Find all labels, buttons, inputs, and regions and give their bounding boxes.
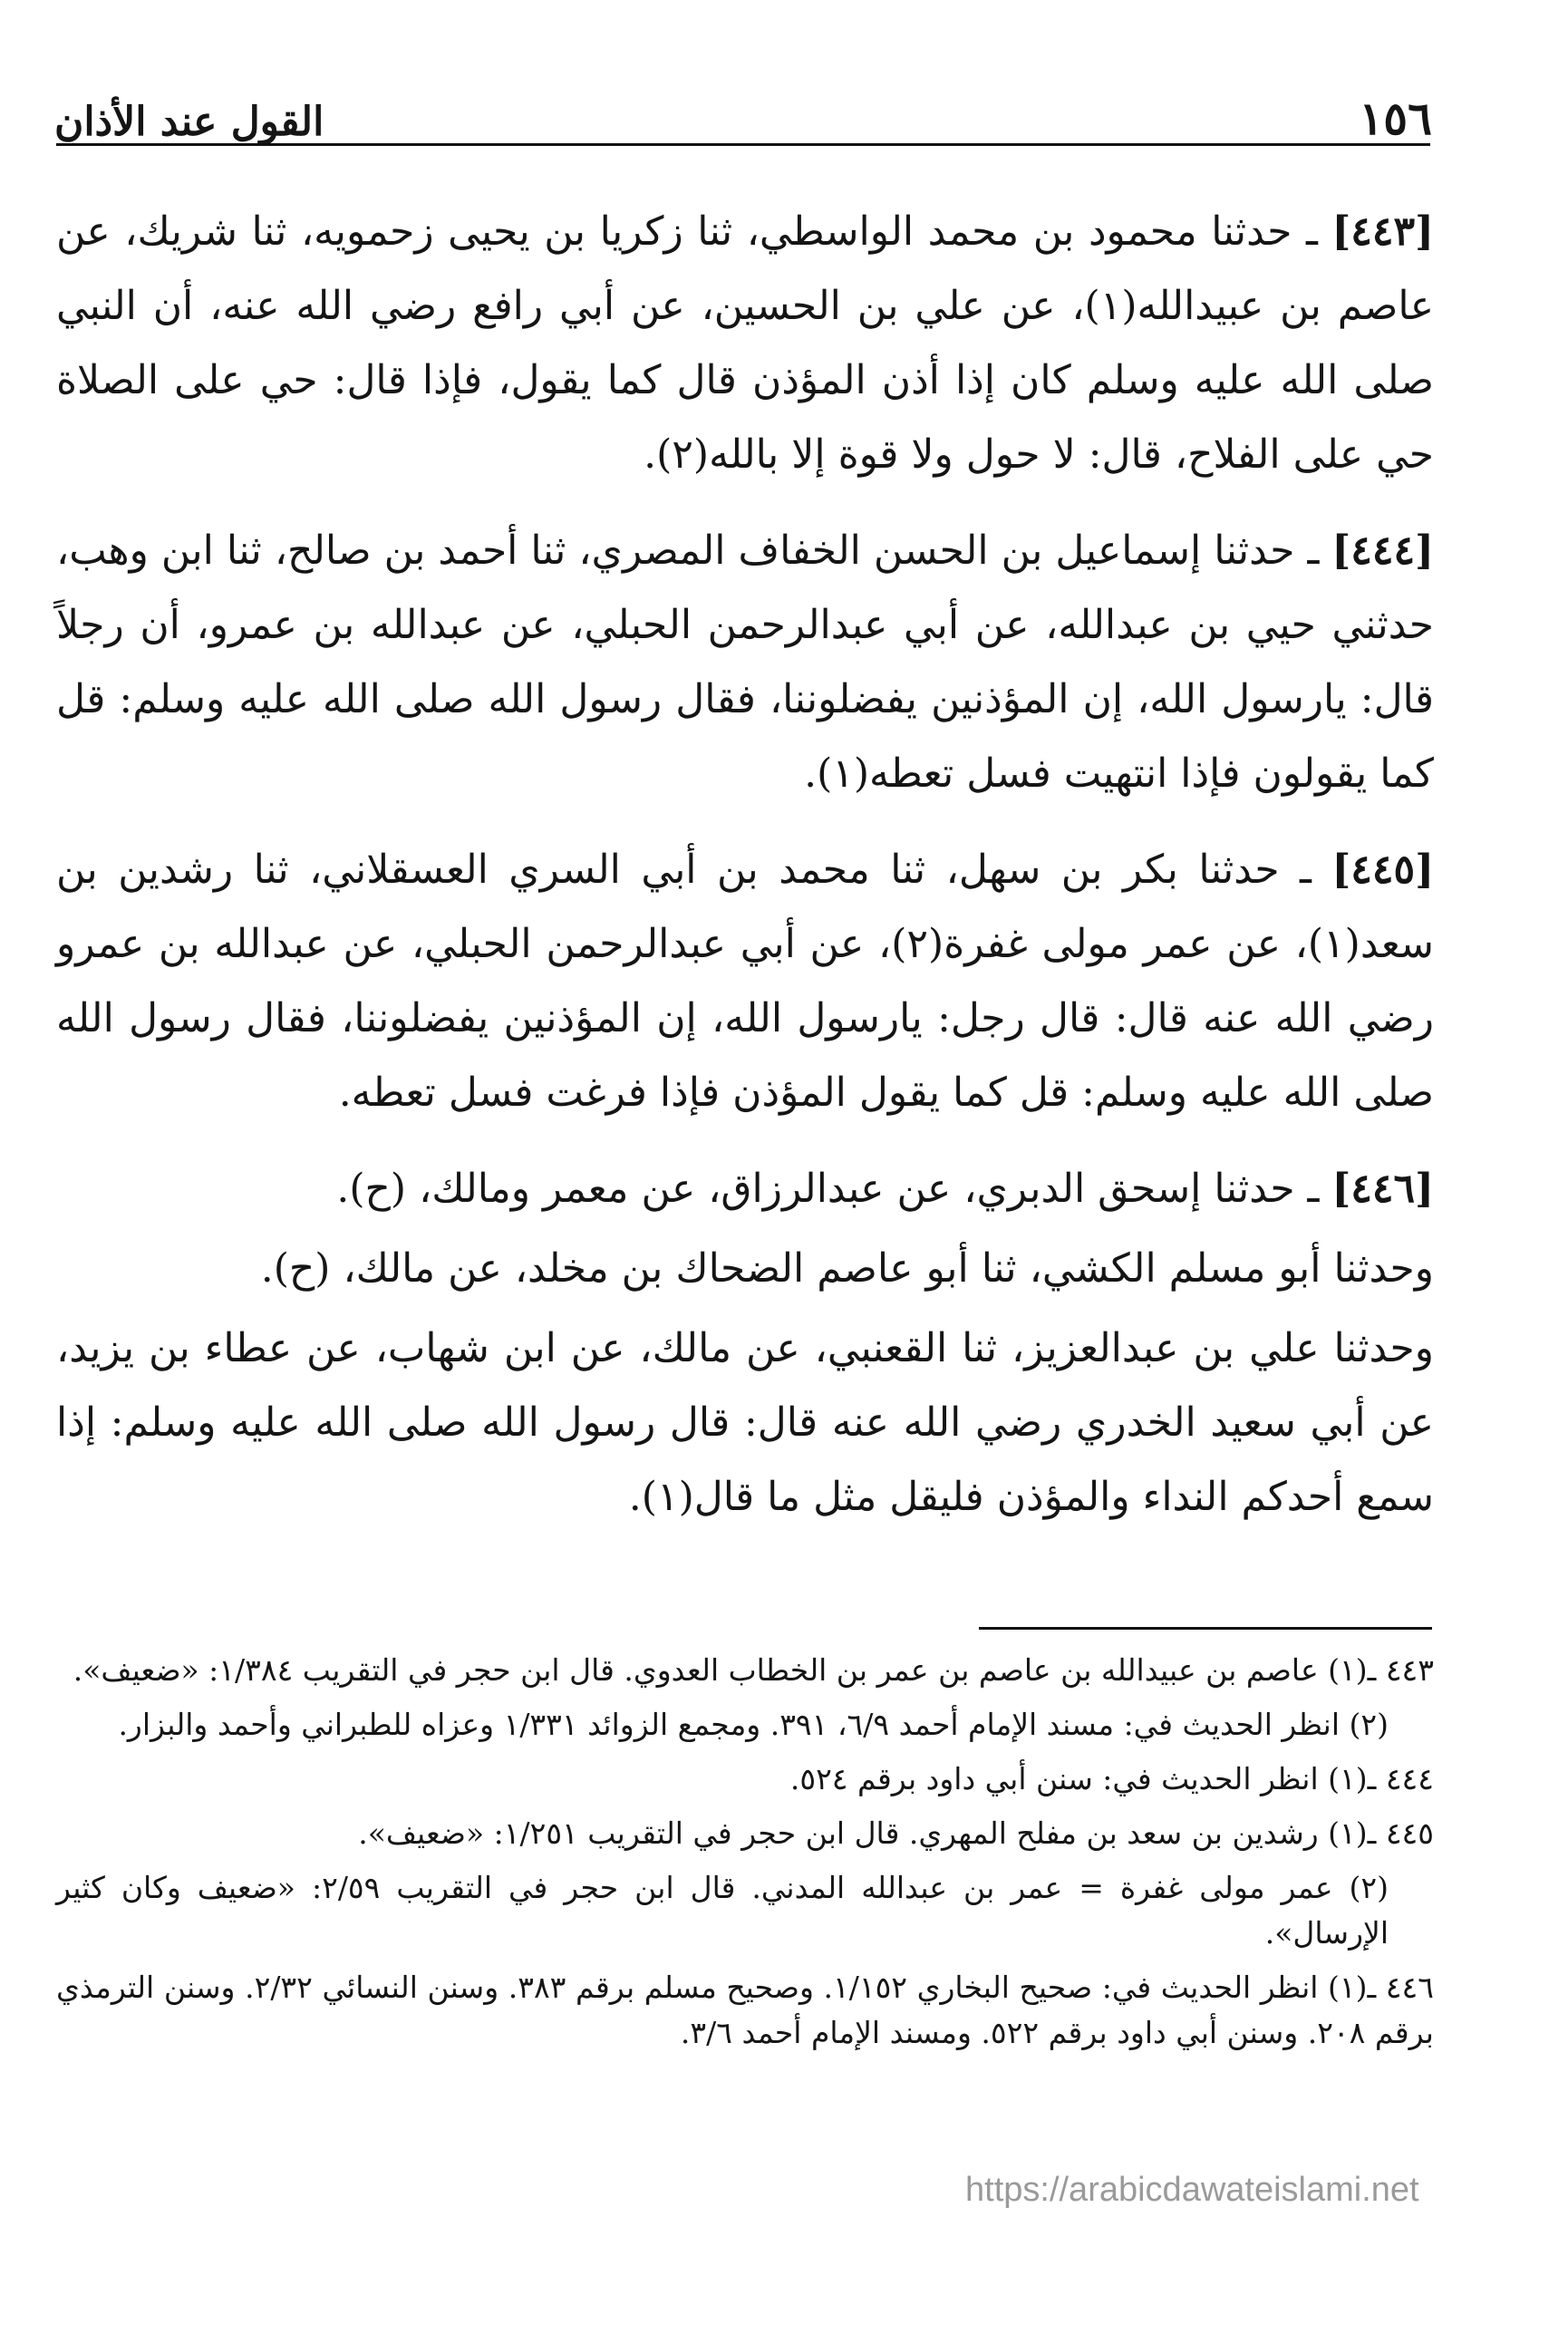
hadith-text: ـ حدثنا محمود بن محمد الواسطي، ثنا زكريا بن يحيى زحمويه، ثنا شريك، عن عاصم بن عبيدالله(١)، عن علي بن الحسين، عن أبي رافع رضي الله عنه، أن النبي صلى الله عليه وسلم كان إذا أذن المؤذن قال كما يقول، فإذا قال: حي على الصلاة حي على الفلاح، قال: لا حول ولا قوة إلا بالله(٢). xyxy=(56,208,1434,478)
hadith-body xyxy=(56,195,1434,1556)
hadith-text: ـ حدثنا بكر بن سهل، ثنا محمد بن أبي السري العسقلاني، ثنا رشدين بن سعد(١)، عن عمر مولى غفرة(٢)، عن أبي عبدالرحمن الحبلي، عن عبدالله بن عمرو رضي الله عنه قال: قال رجل: يارسول الله، إن المؤذنين يفضلوننا، فقال رسول الله صلى الله عليه وسلم: قل كما يقول المؤذن فإذا فرغت فسل تعطه. xyxy=(56,847,1435,1116)
watermark: https://arabicdawateislami.net xyxy=(965,2171,1419,2209)
hadith-443 xyxy=(56,195,1434,492)
hadith-number: [٤٤٣] xyxy=(1331,208,1434,255)
footnote-446-1: ٤٤٦ ـ(١) انظر الحديث في: صحيح البخاري ١/١٥٢. وصحيح مسلم برقم ٣٨٣. وسنن النسائي ٢/٣٢. وسنن الترمذي برقم ٢٠٨. وسنن أبي داود برقم ٥٢٢. ومسند الإمام أحمد ٣/٦. xyxy=(56,1970,1434,2050)
footnote-445-1: ٤٤٥ ـ(١) رشدين بن سعد بن مفلح المهري. قال ابن حجر في التقريب ١/٢٥١: «ضعيف». xyxy=(358,1815,1434,1851)
footnote-443-2: (٢) انظر الحديث في: مسند الإمام أحمد ٦/٩، ٣٩١. ومجمع الزوائد ١/٣٣١ وعزاه للطبراني وأحمد والبزار. xyxy=(118,1707,1389,1742)
hadith-446-chain-3: وحدثنا علي بن عبدالعزيز، ثنا القعنبي، عن مالك، عن ابن شهاب، عن عطاء بن يزيد، عن أبي سعيد الخدري رضي الله عنه قال: قال رسول الله صلى الله عليه وسلم: إذا سمع أحدكم النداء والمؤذن فليقل مثل ما قال(١). xyxy=(56,1325,1434,1520)
page-header xyxy=(54,63,1432,145)
hadith-text: ـ حدثنا إسحق الدبري، عن عبدالرزاق، عن معمر ومالك، (ح). xyxy=(336,1166,1320,1212)
page-number: ١٥٦ xyxy=(1359,92,1432,145)
hadith-446-chain-2: وحدثنا أبو مسلم الكشي، ثنا أبو عاصم الضحاك بن مخلد، عن مالك، (ح). xyxy=(260,1245,1434,1292)
hadith-446 xyxy=(56,1152,1434,1226)
footnote-443-1: ٤٤٣ ـ(١) عاصم بن عبيدالله بن عاصم بن عمر بن الخطاب العدوي. قال ابن حجر في التقريب ١/٣٨٤: «ضعيف». xyxy=(73,1652,1434,1688)
footnote-rule xyxy=(979,1627,1432,1630)
hadith-number: [٤٤٥] xyxy=(1331,847,1435,893)
hadith-number: [٤٤٦] xyxy=(1331,1166,1434,1212)
hadith-444 xyxy=(56,514,1434,811)
footnote-444-1: ٤٤٤ ـ(١) انظر الحديث في: سنن أبي داود برقم ٥٢٤. xyxy=(789,1761,1434,1796)
header-rule xyxy=(56,143,1430,146)
footnote-445-2: (٢) عمر مولى غفرة = عمر بن عبدالله المدني. قال ابن حجر في التقريب ٢/٥٩: «ضعيف وكان كثير الإرسال». xyxy=(56,1870,1389,1951)
running-title: القول عند الأذان xyxy=(54,99,324,145)
hadith-text: ـ حدثنا إسماعيل بن الحسن الخفاف المصري، ثنا أحمد بن صالح، ثنا ابن وهب، حدثني حيي بن عبدالله، عن أبي عبدالرحمن الحبلي، عن عبدالله بن عمرو، أن رجلاً قال: يارسول الله، إن المؤذنين يفضلوننا، فقال رسول الله صلى الله عليه وسلم: قل كما يقولون فإذا انتهيت فسل تعطه(١). xyxy=(56,528,1434,797)
footnotes xyxy=(56,1648,1434,2065)
hadith-number: [٤٤٤] xyxy=(1331,528,1434,574)
hadith-445 xyxy=(56,833,1434,1130)
